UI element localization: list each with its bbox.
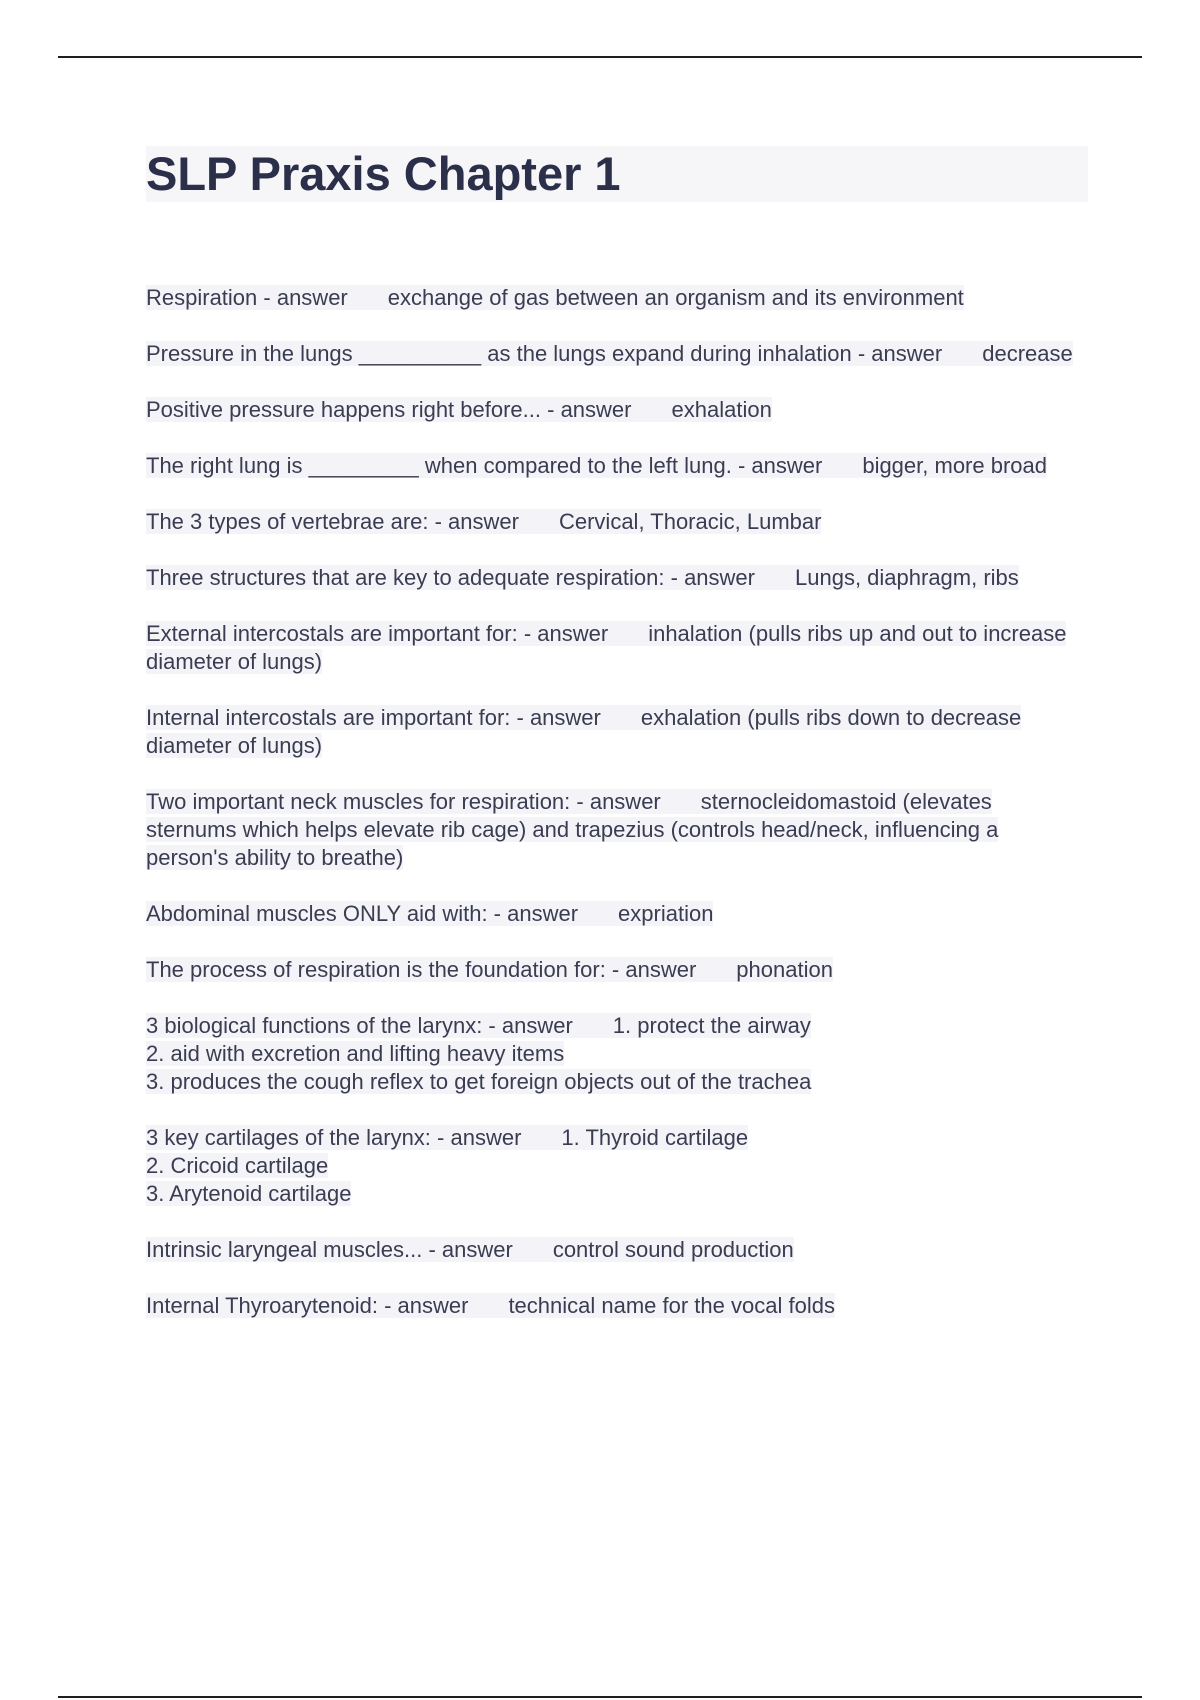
- flashcard-entry: [146, 1124, 1086, 1208]
- answer-separator: - answer: [664, 565, 755, 590]
- flashcard-first-line: [146, 957, 833, 982]
- flashcard-first-line: [146, 621, 1066, 674]
- flashcard-answer: 1. Thyroid cartilage 2. Cricoid cartilage 3. Arytenoid cartilage: [146, 1125, 749, 1206]
- answer-separator: - answer: [428, 509, 519, 534]
- flashcard-question: Three structures that are key to adequate respiration:: [146, 565, 665, 590]
- flashcard-answer: exhalation: [671, 397, 772, 422]
- answer-separator: - answer: [487, 901, 579, 926]
- flashcard-entry: [146, 1292, 1086, 1320]
- flashcard-answer: exchange of gas between an organism and its environment: [387, 285, 964, 310]
- flashcard-answer: expriation: [618, 901, 714, 926]
- answer-separator: - answer: [731, 453, 823, 478]
- flashcard-entry: [146, 1012, 1086, 1096]
- flashcard-answer: phonation: [736, 957, 833, 982]
- flashcard-list: [146, 284, 1086, 1348]
- flashcard-question: External intercostals are important for:: [146, 621, 518, 646]
- page-title: SLP Praxis Chapter 1: [146, 147, 621, 200]
- flashcard-question: The process of respiration is the foundation for:: [146, 957, 606, 982]
- answer-separator: - answer: [422, 1237, 513, 1262]
- flashcard-entry: [146, 396, 1086, 424]
- flashcard-first-line: [146, 901, 713, 926]
- answer-separator: - answer: [430, 1125, 522, 1150]
- flashcard-first-line: [146, 705, 1021, 758]
- flashcard-entry: [146, 704, 1086, 760]
- flashcard-question: Positive pressure happens right before...: [146, 397, 542, 422]
- flashcard-answer: exhalation (pulls ribs down to decrease diameter of lungs): [146, 705, 1022, 758]
- answer-separator: - answer: [605, 957, 697, 982]
- flashcard-first-line: [146, 1125, 748, 1206]
- bottom-rule: [58, 1696, 1142, 1698]
- flashcard-answer: decrease: [982, 341, 1073, 366]
- flashcard-question: Pressure in the lungs __________ as the lungs expand during inhalation: [146, 341, 852, 366]
- flashcard-question: 3 key cartilages of the larynx:: [146, 1125, 431, 1150]
- flashcard-answer: Cervical, Thoracic, Lumbar: [558, 509, 822, 534]
- answer-separator: - answer: [377, 1293, 469, 1318]
- answer-separator: - answer: [257, 285, 348, 310]
- answer-separator: - answer: [851, 341, 943, 366]
- flashcard-first-line: [146, 509, 821, 534]
- flashcard-entry: [146, 900, 1086, 928]
- answer-separator: - answer: [570, 789, 661, 814]
- flashcard-entry: [146, 284, 1086, 312]
- flashcard-entry: [146, 620, 1086, 676]
- flashcard-answer: 1. protect the airway 2. aid with excretion and lifting heavy items 3. produces the cough reflex to get foreign objects out of the trachea: [146, 1013, 812, 1094]
- flashcard-first-line: [146, 1293, 835, 1318]
- flashcard-entry: [146, 452, 1086, 480]
- flashcard-question: Respiration: [146, 285, 258, 310]
- flashcard-entry: [146, 340, 1086, 368]
- top-rule: [58, 56, 1142, 58]
- flashcard-answer: control sound production: [552, 1237, 794, 1262]
- flashcard-answer: inhalation (pulls ribs up and out to increase diameter of lungs): [146, 621, 1067, 674]
- flashcard-entry: [146, 788, 1086, 872]
- answer-separator: - answer: [517, 621, 609, 646]
- flashcard-first-line: [146, 341, 1073, 366]
- flashcard-question: 3 biological functions of the larynx:: [146, 1013, 483, 1038]
- flashcard-entry: [146, 1236, 1086, 1264]
- flashcard-answer: technical name for the vocal folds: [508, 1293, 835, 1318]
- flashcard-question: Abdominal muscles ONLY aid with:: [146, 901, 488, 926]
- flashcard-answer: Lungs, diaphragm, ribs: [795, 565, 1019, 590]
- flashcard-question: The right lung is _________ when compared to the left lung.: [146, 453, 732, 478]
- answer-separator: - answer: [482, 1013, 573, 1038]
- answer-separator: - answer: [510, 705, 601, 730]
- flashcard-entry: [146, 564, 1086, 592]
- flashcard-first-line: [146, 285, 964, 310]
- flashcard-question: Two important neck muscles for respiration:: [146, 789, 571, 814]
- flashcard-first-line: [146, 1237, 794, 1262]
- flashcard-first-line: [146, 789, 998, 870]
- flashcard-question: Intrinsic laryngeal muscles...: [146, 1237, 423, 1262]
- flashcard-entry: [146, 956, 1086, 984]
- flashcard-answer: sternocleidomastoid (elevates sternums which helps elevate rib cage) and trapezius (controls head/neck, influencing a person's ability to breathe): [146, 789, 999, 870]
- flashcard-question: Internal Thyroarytenoid:: [146, 1293, 378, 1318]
- flashcard-question: The 3 types of vertebrae are:: [146, 509, 429, 534]
- flashcard-entry: [146, 508, 1086, 536]
- flashcard-answer: bigger, more broad: [862, 453, 1047, 478]
- flashcard-first-line: [146, 453, 1047, 478]
- flashcard-first-line: [146, 1013, 811, 1094]
- flashcard-first-line: [146, 565, 1019, 590]
- answer-separator: - answer: [541, 397, 632, 422]
- flashcard-first-line: [146, 397, 772, 422]
- flashcard-question: Internal intercostals are important for:: [146, 705, 511, 730]
